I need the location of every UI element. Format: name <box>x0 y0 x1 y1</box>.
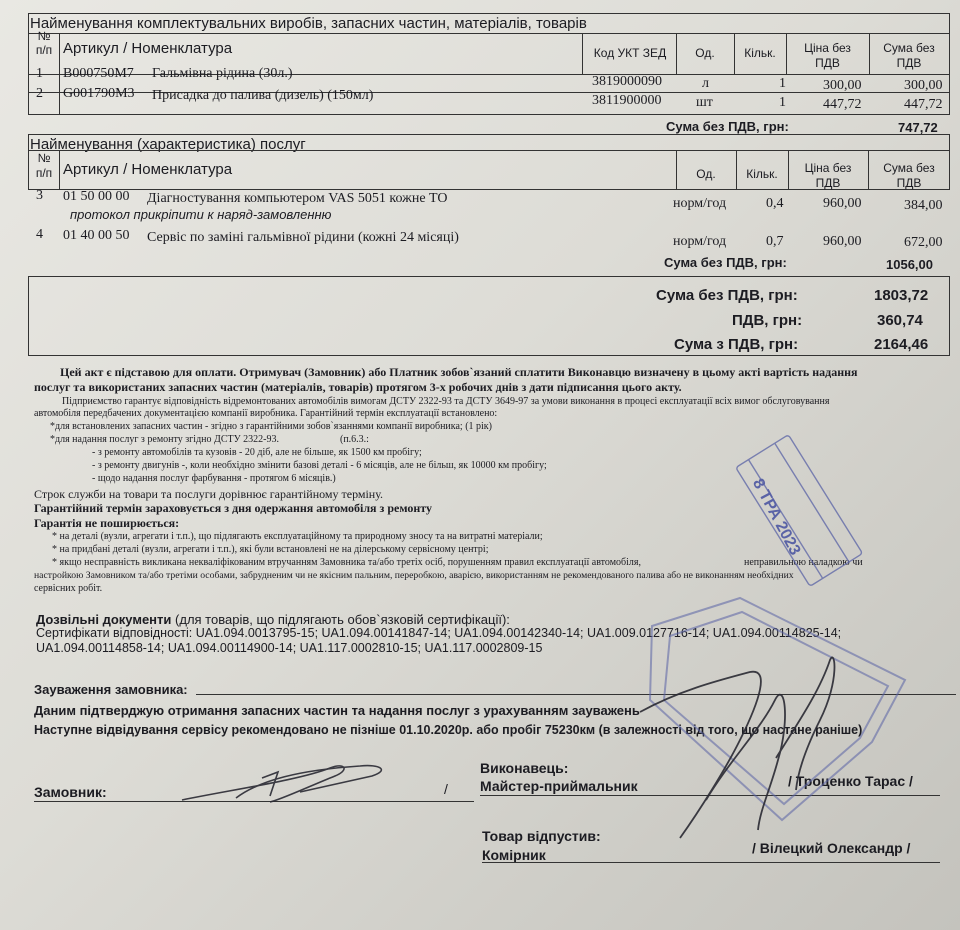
services-row-4-sum: 672,00 <box>904 235 943 250</box>
goods-row-2-sum: 447,72 <box>904 97 943 112</box>
goods-total-value: 747,72 <box>898 120 938 135</box>
permits-line2: UA1.094.00114858-14; UA1.094.00114900-14; UA1.117.0002810-15; UA1.117.0002809-15 <box>36 641 543 655</box>
services-header-sum-bottom: ПДВ <box>896 176 922 190</box>
permits-title-note: (для товарів, що підлягають обов`язковій сертифікації): <box>175 612 510 627</box>
services-row-3-qty: 0,4 <box>766 196 784 211</box>
terms-service-life: Строк служби на товари та послуги дорівнює гарантійному терміну. <box>34 487 384 501</box>
customer-remarks-label: Зауваження замовника: <box>34 682 188 697</box>
terms-warranty-sub1: - з ремонту автомобілів та кузовів - 20 діб, але не більше, як 1500 км пробігу; <box>92 447 422 458</box>
services-header-num-bottom: п/п <box>35 166 53 180</box>
goods-row-2-price: 447,72 <box>823 97 862 112</box>
services-header-qty: Кільк. <box>746 167 778 181</box>
goods-header-price-top: Ціна без <box>804 41 851 55</box>
terms-warranty-line1: Підприємство гарантує відповідність відремонтованих автомобілів вимогам ДСТУ 2322-93 та ДСТУ 3649-97 за умови виконання в процесі експлуатації всіх вимог обслуговування <box>62 396 830 407</box>
terms-not-covered-3a: * якщо несправність викликана некваліфікованим втручанням Замовника та/або третіх осіб, порушенням правил експлуатації автомобіля, <box>52 557 642 568</box>
totals-no-vat-value: 1803,72 <box>874 287 929 304</box>
goods-header-sum-bottom: ПДВ <box>896 56 922 70</box>
permits-line1: Сертифікати відповідності: UA1.094.0013795-15; UA1.094.00141847-14; UA1.094.00142340-14; UA1.009.0127716-14; UA1.094.00114825-14; <box>36 626 842 640</box>
goods-total-label: Сума без ПДВ, грн: <box>666 119 789 134</box>
goods-header-num-top: № <box>37 29 51 43</box>
services-row-4-num: 4 <box>36 227 43 242</box>
customer-remarks-next-visit: Наступне відвідування сервісу рекомендовано не пізніше 01.10.2020р. або пробіг 75230км (в залежності від того, що настане раніше) <box>34 723 863 737</box>
services-row-3-num: 3 <box>36 188 43 203</box>
released-role: Комірник <box>482 847 546 863</box>
terms-not-covered-3c: настройкою Замовником та/або третіми особами, забрудненим чи не якісним пальним, переробкою, аварією, використанням не рекомендованого палива або не виконанням необхідних <box>34 570 794 581</box>
customer-signature-slash: / <box>444 781 448 797</box>
totals-vat-value: 360,74 <box>877 312 923 329</box>
terms-not-covered-2: * на придбані деталі (вузли, агрегати і т.п.), які були встановлені не на ділерському сервісному центрі; <box>52 544 489 555</box>
services-row-3-name: Діагностування компьютером VAS 5051 кожне ТО <box>147 191 448 206</box>
goods-header-qty: Кільк. <box>744 46 776 60</box>
customer-signature <box>182 766 381 802</box>
services-header-article: Артикул / Номенклатура <box>63 161 233 178</box>
goods-row-1-code: 3819000090 <box>592 74 662 89</box>
terms-warranty-sub3: - щодо надання послуг фарбування - протягом 6 місяців.) <box>92 473 336 484</box>
services-row-4-article: 01 40 00 50 <box>63 228 130 243</box>
executor-signature <box>640 657 834 838</box>
services-header-num-top: № <box>37 151 51 165</box>
terms-not-covered-3b: неправильною наладкою чи <box>744 557 863 568</box>
executor-label: Виконавець: <box>480 760 569 776</box>
services-section-title: Найменування (характеристика) послуг <box>30 136 306 153</box>
goods-section-title: Найменування комплектувальних виробів, запасних частин, матеріалів, товарів <box>30 15 587 32</box>
goods-row-1-qty: 1 <box>779 76 786 91</box>
goods-row-2-qty: 1 <box>779 95 786 110</box>
services-total-label: Сума без ПДВ, грн: <box>664 255 787 270</box>
terms-warranty-item2-ref: (п.6.3.: <box>340 434 369 445</box>
terms-not-covered-3d: сервісних робіт. <box>34 583 103 594</box>
services-row-3-sum: 384,00 <box>904 198 943 213</box>
goods-header-sum-top: Сума без <box>883 41 935 55</box>
totals-no-vat-label: Сума без ПДВ, грн: <box>656 287 798 304</box>
customer-signature-label: Замовник: <box>34 784 107 800</box>
services-header-price-top: Ціна без <box>804 161 852 175</box>
goods-header-article: Артикул / Номенклатура <box>63 40 233 57</box>
terms-warranty-item1: *для встановлених запасних частин - згідно з гарантійними зобов`язаннями компанії виробника; (1 рік) <box>50 421 492 432</box>
goods-header-code: Код УКТ ЗЕД <box>593 46 667 60</box>
date-stamp-frame <box>736 435 863 587</box>
terms-warranty-item2: *для надання послуг з ремонту згідно ДСТУ 2322-93. <box>50 434 280 445</box>
goods-header-num-bottom: п/п <box>35 43 53 57</box>
terms-warranty-sub2: - з ремонту двигунів -, коли необхідно змінити базові деталі - 6 місяців, але не більш, як 10000 км пробігу; <box>92 460 547 471</box>
company-stamp <box>650 598 905 820</box>
services-row-4-unit: норм/год <box>673 234 727 249</box>
services-total-value: 1056,00 <box>886 257 933 272</box>
released-name: / Вілецкий Олександр / <box>752 840 911 856</box>
services-row-4-name: Сервіс по заміні гальмівної рідини (кожні 24 місяці) <box>147 230 459 245</box>
goods-row-2-name: Присадка до палива (дизель) (150мл) <box>152 88 374 103</box>
executor-role: Майстер-приймальник <box>480 778 638 794</box>
services-row-4-qty: 0,7 <box>766 234 784 249</box>
services-header-unit: Од. <box>696 167 716 181</box>
goods-row-1-article: B000750M7 <box>63 66 134 81</box>
totals-with-vat-value: 2164,46 <box>874 336 929 353</box>
date-stamp: 8 ТРА 2023 <box>748 476 804 559</box>
terms-not-covered-1: * на деталі (вузли, агрегати і т.п.), що підлягають експлуатаційному та природному зносу та на витратні матеріали; <box>52 531 543 542</box>
goods-row-1-unit: л <box>702 76 709 91</box>
goods-row-1-num: 1 <box>36 66 43 81</box>
goods-row-2-num: 2 <box>36 86 43 101</box>
goods-header-unit: Од. <box>695 46 715 60</box>
terms-intro-line2: послуг та використаних запасних частин (матеріалів, товарів) протягом 3-х робочих днів з дати підписання цього акту. <box>34 380 682 394</box>
released-label: Товар відпустив: <box>482 828 601 844</box>
goods-row-1-price: 300,00 <box>823 78 862 93</box>
goods-row-1-name: Гальмівна рідина (30л.) <box>152 66 293 81</box>
executor-name: / Троценко Тарас / <box>788 773 913 789</box>
services-header-sum-top: Сума без <box>883 161 935 175</box>
goods-row-1-sum: 300,00 <box>904 78 943 93</box>
totals-vat-label: ПДВ, грн: <box>732 312 803 329</box>
totals-with-vat-label: Сума з ПДВ, грн: <box>674 336 799 353</box>
goods-header-price-bottom: ПДВ <box>815 56 840 70</box>
terms-warranty-line2: автомобіля передбачених документацією компанії виробника. Гарантійний термін експлуатації встановлено: <box>34 408 498 419</box>
permits-title: Дозвільні документи <box>36 612 172 627</box>
goods-row-2-unit: шт <box>696 95 713 110</box>
services-row-3-note: протокол прикріпити к наряд-замовленню <box>70 207 332 222</box>
services-row-3-price: 960,00 <box>823 196 862 211</box>
terms-warranty-start: Гарантійний термін зараховується з дня одержання автомобіля з ремонту <box>34 501 433 515</box>
services-row-4-price: 960,00 <box>823 234 862 249</box>
goods-row-2-code: 3811900000 <box>592 93 662 108</box>
terms-not-covered-title: Гарантія не поширюється: <box>34 516 180 530</box>
services-row-3-article: 01 50 00 00 <box>63 189 130 204</box>
customer-remarks-confirm: Даним підтверджую отримання запасних частин та надання послуг з урахуванням зауважень <box>34 703 640 718</box>
goods-row-2-article: G001790M3 <box>63 86 135 101</box>
services-row-3-unit: норм/год <box>673 196 727 211</box>
services-header-price-bottom: ПДВ <box>815 176 841 190</box>
terms-intro-line1: Цей акт є підставою для оплати. Отримувач (Замовник) або Платник зобов`язаний сплатити Виконавцю визначену в цьому акті вартість надання <box>60 365 858 379</box>
